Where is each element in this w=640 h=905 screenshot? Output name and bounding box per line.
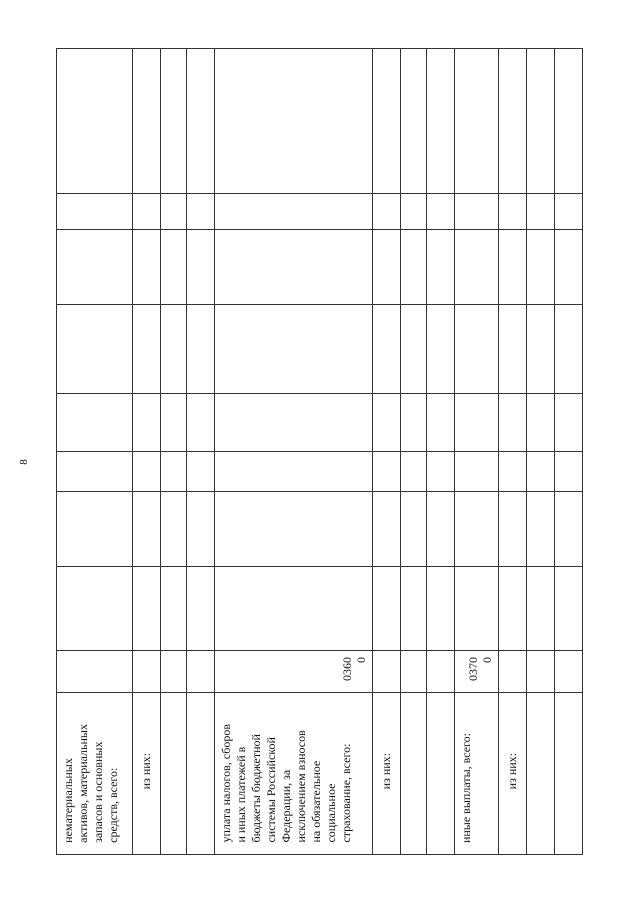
empty-cell xyxy=(57,305,133,394)
empty-cell xyxy=(215,394,373,452)
row-code xyxy=(401,675,409,687)
empty-cell xyxy=(161,305,187,394)
empty-cell xyxy=(133,567,161,651)
row-label: из них: xyxy=(379,752,393,790)
code-cell xyxy=(57,651,133,693)
empty-cell xyxy=(161,567,187,651)
empty-cell xyxy=(133,492,161,567)
code-cell xyxy=(527,651,555,693)
empty-cell xyxy=(555,567,583,651)
label-cell xyxy=(527,693,555,855)
empty-cell xyxy=(373,452,401,492)
empty-cell xyxy=(187,394,215,452)
label-cell xyxy=(57,693,133,855)
empty-cell xyxy=(57,230,133,305)
row-label: нематериальных активов, материальных запасов и основных средств, всего: xyxy=(61,724,120,843)
empty-cell xyxy=(161,492,187,567)
empty-cell xyxy=(555,492,583,567)
empty-cell xyxy=(133,305,161,394)
empty-cell xyxy=(499,49,527,194)
empty-cell xyxy=(401,492,427,567)
empty-cell xyxy=(455,230,499,305)
empty-cell xyxy=(455,567,499,651)
code-cell xyxy=(427,651,455,693)
row-code: 0360 0 xyxy=(340,657,368,681)
empty-cell xyxy=(215,452,373,492)
code-cell xyxy=(133,651,161,693)
empty-cell xyxy=(161,194,187,230)
empty-cell xyxy=(187,492,215,567)
empty-cell xyxy=(133,49,161,194)
empty-cell xyxy=(427,452,455,492)
empty-cell xyxy=(57,194,133,230)
empty-cell xyxy=(187,452,215,492)
empty-cell xyxy=(555,394,583,452)
label-cell xyxy=(215,693,373,855)
row-code xyxy=(527,675,535,687)
empty-cell xyxy=(427,194,455,230)
label-cell xyxy=(187,693,215,855)
empty-cell xyxy=(373,194,401,230)
empty-cell xyxy=(215,305,373,394)
empty-cell xyxy=(499,567,527,651)
row-label xyxy=(161,837,169,849)
empty-cell xyxy=(455,492,499,567)
empty-cell xyxy=(527,492,555,567)
empty-cell xyxy=(215,194,373,230)
code-cell xyxy=(187,651,215,693)
empty-cell xyxy=(555,305,583,394)
empty-cell xyxy=(401,394,427,452)
row-code xyxy=(373,675,381,687)
empty-cell xyxy=(215,49,373,194)
empty-cell xyxy=(455,194,499,230)
empty-cell xyxy=(161,230,187,305)
empty-cell xyxy=(427,567,455,651)
empty-cell xyxy=(427,230,455,305)
empty-cell xyxy=(57,452,133,492)
row-label: из них: xyxy=(505,752,519,790)
label-cell xyxy=(133,693,161,855)
code-cell xyxy=(555,651,583,693)
empty-cell xyxy=(373,305,401,394)
empty-cell xyxy=(427,492,455,567)
row-label xyxy=(427,837,435,849)
empty-cell xyxy=(499,194,527,230)
empty-cell xyxy=(133,452,161,492)
empty-cell xyxy=(555,452,583,492)
row-code: 0370 0 xyxy=(466,657,494,681)
empty-cell xyxy=(455,394,499,452)
empty-cell xyxy=(215,567,373,651)
label-cell xyxy=(455,693,499,855)
empty-cell xyxy=(401,567,427,651)
budget-table xyxy=(56,48,582,853)
row-code xyxy=(133,675,141,687)
row-code xyxy=(499,675,507,687)
empty-cell xyxy=(215,230,373,305)
empty-cell xyxy=(455,49,499,194)
empty-cell xyxy=(187,305,215,394)
empty-cell xyxy=(555,230,583,305)
empty-cell xyxy=(527,194,555,230)
empty-cell xyxy=(527,567,555,651)
code-cell xyxy=(455,651,499,693)
empty-cell xyxy=(161,394,187,452)
empty-cell xyxy=(401,49,427,194)
empty-cell xyxy=(527,49,555,194)
empty-cell xyxy=(373,394,401,452)
label-cell xyxy=(427,693,455,855)
empty-cell xyxy=(401,194,427,230)
empty-cell xyxy=(455,452,499,492)
row-label: из них: xyxy=(139,752,153,790)
empty-cell xyxy=(499,452,527,492)
empty-cell xyxy=(161,49,187,194)
empty-cell xyxy=(187,230,215,305)
code-cell xyxy=(373,651,401,693)
label-cell xyxy=(401,693,427,855)
empty-cell xyxy=(427,49,455,194)
empty-cell xyxy=(527,230,555,305)
row-label xyxy=(187,837,195,849)
page-number: 8 xyxy=(18,459,30,465)
empty-cell xyxy=(527,305,555,394)
empty-cell xyxy=(499,394,527,452)
code-cell xyxy=(215,651,373,693)
empty-cell xyxy=(527,394,555,452)
empty-cell xyxy=(499,305,527,394)
code-cell xyxy=(499,651,527,693)
row-label xyxy=(401,837,409,849)
empty-cell xyxy=(373,230,401,305)
empty-cell xyxy=(187,567,215,651)
empty-cell xyxy=(373,492,401,567)
empty-cell xyxy=(161,452,187,492)
empty-cell xyxy=(133,230,161,305)
label-cell xyxy=(499,693,527,855)
empty-cell xyxy=(455,305,499,394)
empty-cell xyxy=(133,394,161,452)
label-cell xyxy=(161,693,187,855)
empty-cell xyxy=(57,49,133,194)
empty-cell xyxy=(427,394,455,452)
empty-cell xyxy=(57,567,133,651)
empty-cell xyxy=(57,492,133,567)
row-code xyxy=(427,675,435,687)
row-code xyxy=(161,675,169,687)
empty-cell xyxy=(187,194,215,230)
empty-cell xyxy=(401,305,427,394)
row-label xyxy=(555,837,563,849)
empty-cell xyxy=(133,194,161,230)
row-code xyxy=(57,675,65,687)
row-code xyxy=(187,675,195,687)
empty-cell xyxy=(427,305,455,394)
empty-cell xyxy=(215,492,373,567)
empty-cell xyxy=(373,567,401,651)
empty-cell xyxy=(57,394,133,452)
label-cell xyxy=(373,693,401,855)
code-cell xyxy=(161,651,187,693)
empty-cell xyxy=(401,230,427,305)
row-label: иные выплаты, всего: xyxy=(459,732,473,843)
label-cell xyxy=(555,693,583,855)
empty-cell xyxy=(499,230,527,305)
empty-cell xyxy=(373,49,401,194)
empty-cell xyxy=(401,452,427,492)
empty-cell xyxy=(555,49,583,194)
empty-cell xyxy=(527,452,555,492)
code-cell xyxy=(401,651,427,693)
empty-cell xyxy=(499,492,527,567)
row-label xyxy=(527,837,535,849)
empty-cell xyxy=(187,49,215,194)
row-label: уплата налогов, сборов и иных платежей в бюджеты бюджетной системы Российской Федерации, за исключением взносов на обязательное социальное страхование, всего: xyxy=(219,724,353,843)
row-code xyxy=(555,675,563,687)
empty-cell xyxy=(555,194,583,230)
